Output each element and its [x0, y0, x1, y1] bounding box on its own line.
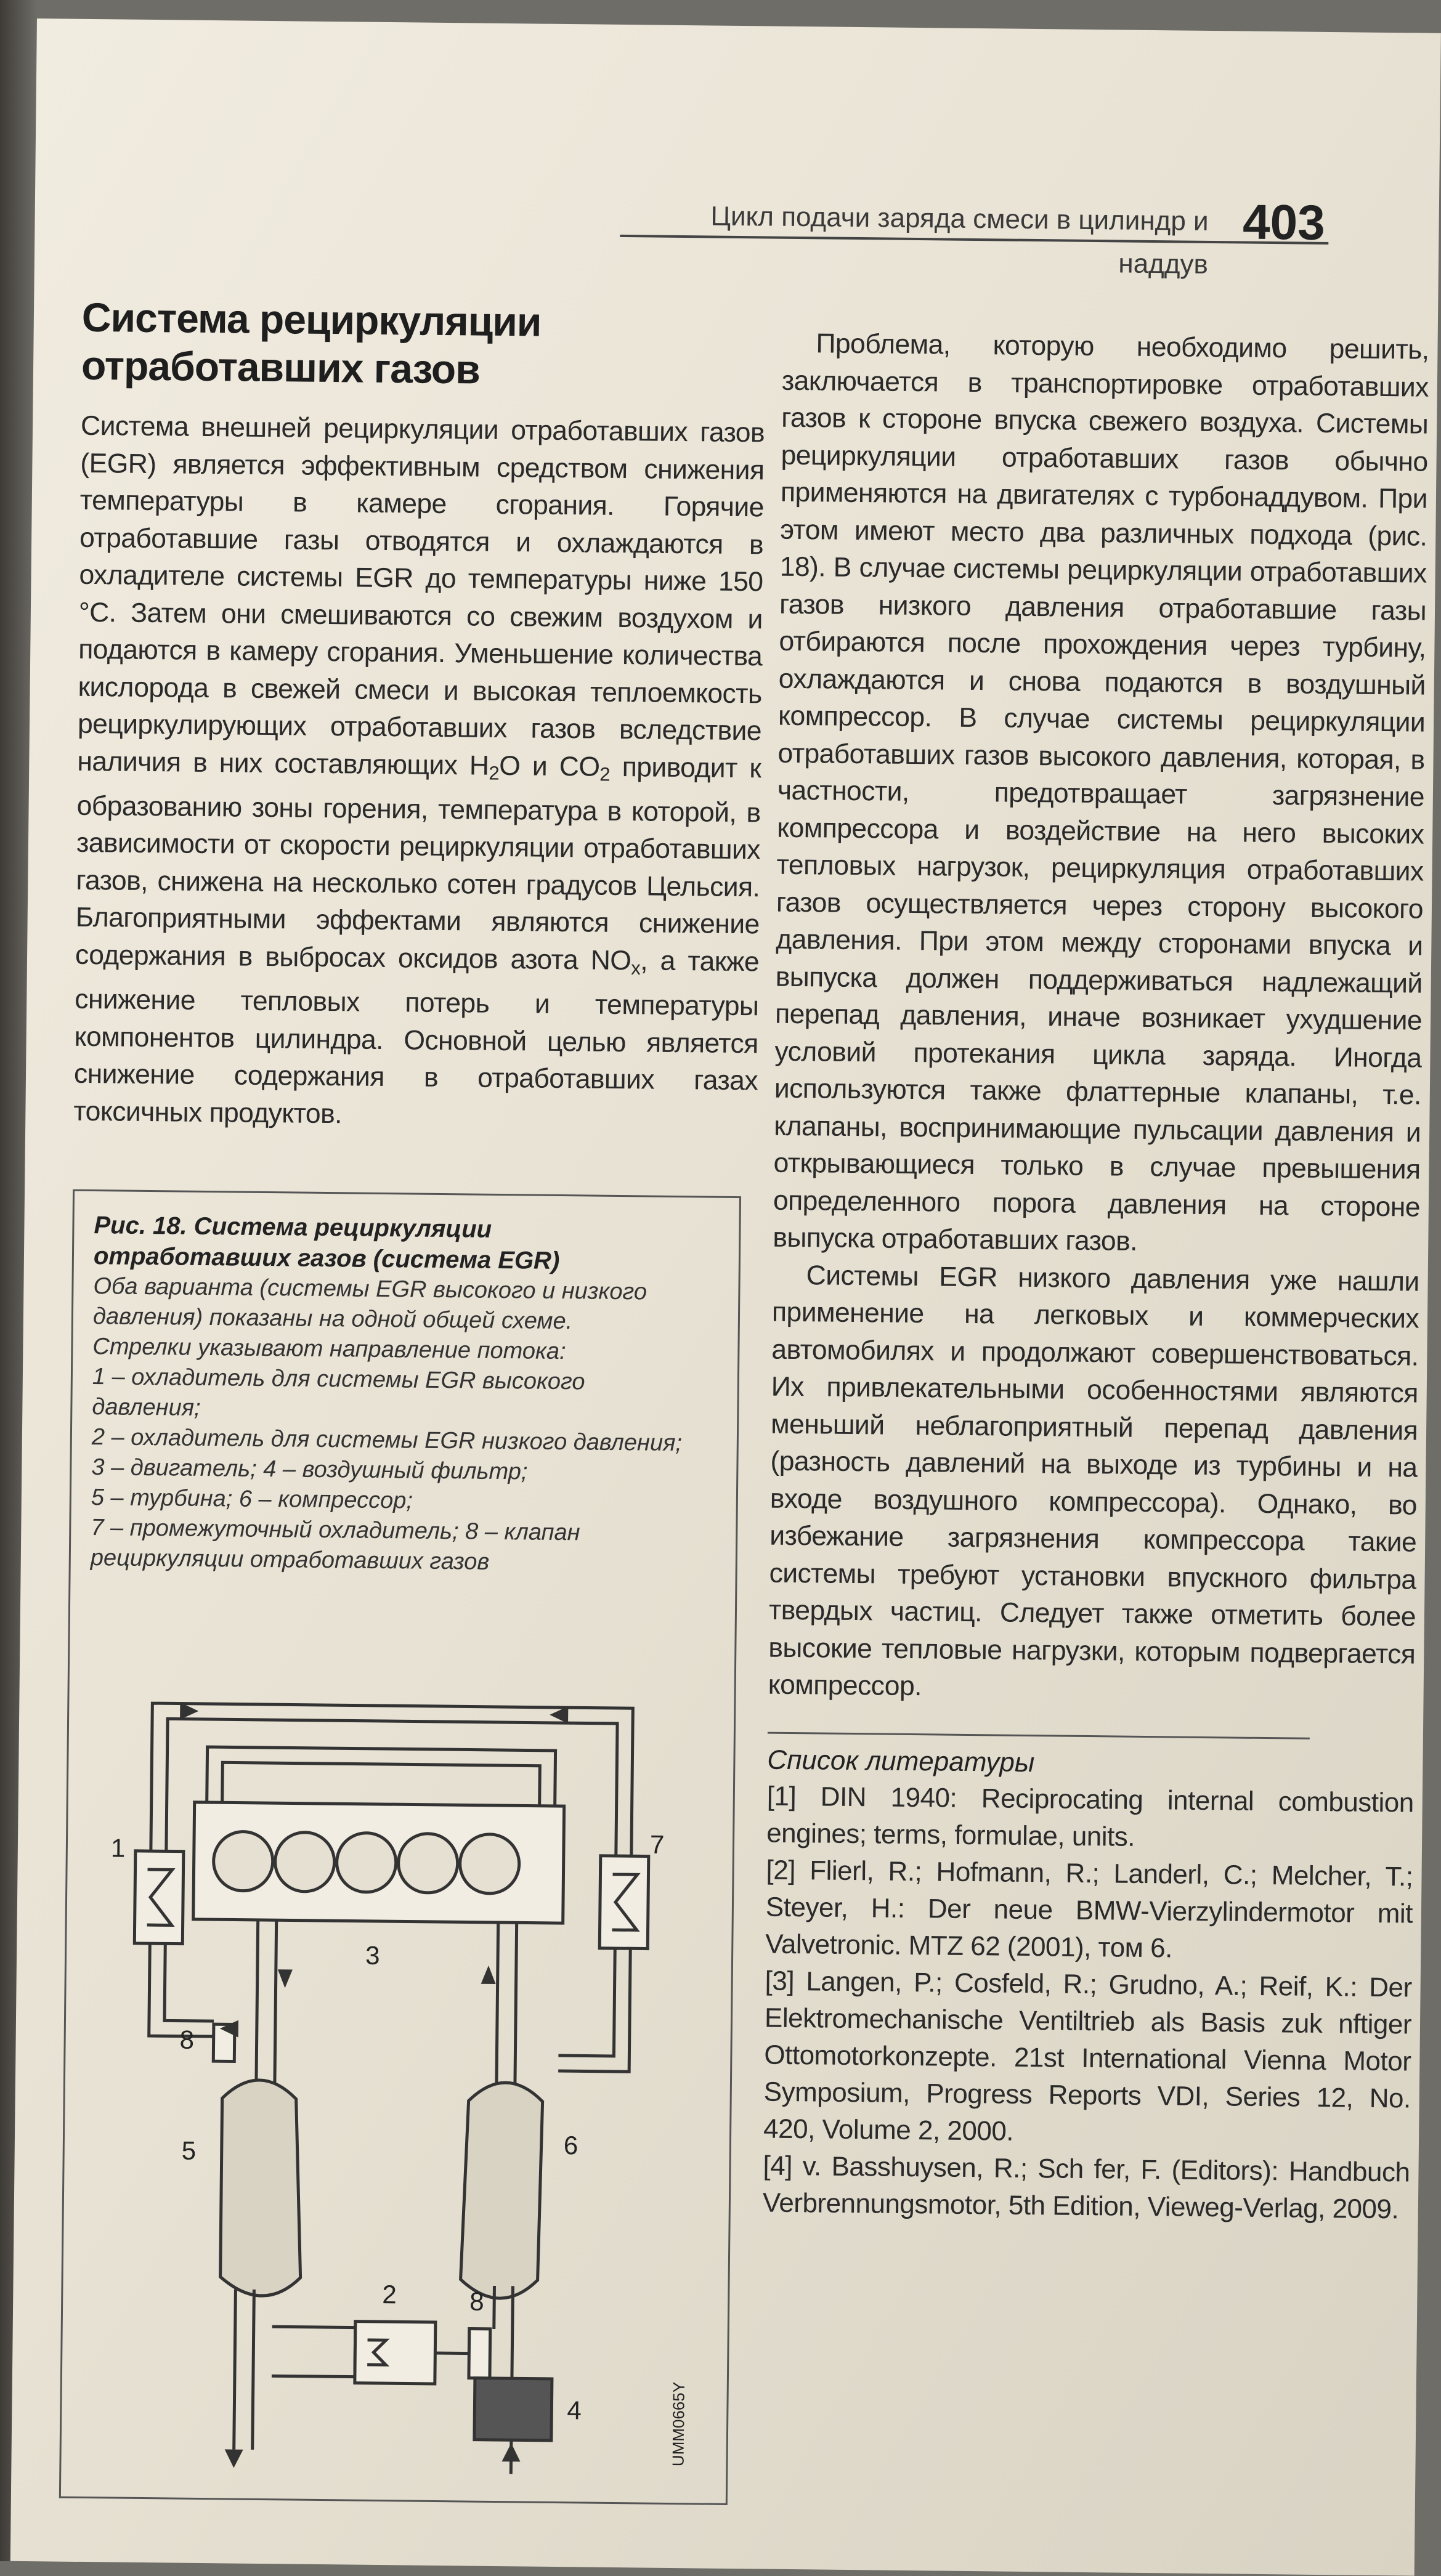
literature-title: Список литературы	[767, 1744, 1035, 1778]
figure-caption-line: 3 – двигатель; 4 – воздушный фильтр;	[91, 1454, 528, 1485]
literature-ref: [3] Langen, P.; Cosfeld, R.; Grudno, A.; Reif, K.: Der Elektromechanische Ventiltrieb als Basis zuk nftiger Ottomotorkonzepte. 21st International Vienna Motor Symposium, Progress Reports VDI, Series 12, No. 420, Volume 2, 2000.	[763, 1966, 1412, 2147]
figure-caption-line: давления;	[92, 1394, 201, 1421]
pipe-engine-exhaust	[256, 1920, 258, 2105]
literature-ref: [1] DIN 1940: Reciprocating internal combustion engines; terms, formulae, units.	[766, 1781, 1415, 1852]
air-filter-4	[474, 2378, 552, 2440]
arrow-exhaust-down	[224, 2449, 243, 2468]
turbine-5	[220, 2080, 302, 2296]
figure-title-line1: Рис. 18. Система рециркуляции	[94, 1212, 492, 1243]
figure-title-line2: отработавших газов (система EGR)	[93, 1242, 560, 1274]
label-5: 5	[181, 2136, 197, 2165]
cooler-1	[134, 1851, 184, 1944]
figure-caption-line: рециркуляции отработавших газов	[90, 1545, 490, 1575]
label-1: 1	[110, 1833, 126, 1863]
literature-ref: [4] v. Basshuysen, R.; Sch fer, F. (Editors): Handbuch Verbrennungsmotor, 5th Edition, Vieweg-Verlag, 2009.	[762, 2150, 1410, 2224]
pipe-turbine-out-inner	[253, 2290, 254, 2450]
pipe-compressor-out	[497, 1922, 498, 2107]
label-3: 3	[365, 1940, 380, 1970]
label-6: 6	[563, 2131, 578, 2160]
pipe-lp-egr	[272, 2327, 355, 2376]
literature-ref: [2] Flierl, R.; Hofmann, R.; Landerl, C.; Melcher, T.; Steyer, H.: Der neue BMW-Vierzylindermotor mit Valvetronic. MTZ 62 (2001), том 6.	[765, 1855, 1413, 1963]
section-title	[81, 293, 766, 397]
left-paragraph	[73, 408, 765, 1138]
figure-title	[94, 1210, 720, 1278]
figure-caption-line: Оба варианта (системы EGR высокого и низкого	[93, 1273, 647, 1305]
right-paragraph-1: Проблема, которую необходимо решить, заключается в транспортировке отработавших газов к стороне впуска свежего воздуха. Системы рециркуляции отработавших газов обычно применяются на двигателях с турбонаддувом. При этом имеют место два различных подхода (рис. 18). В случае системы рециркуляции отработавших газов низкого давления отработавшие газы отбираются после прохождения через турбину, охлаждаются и снова подаются в воздушный компрессор. В случае системы рециркуляции отработавших газов высокого давления, которая, в частности, предотвращает загрязнение компрессора и воздействие на него высоких тепловых нагрузок, рециркуляция отработавших газов осуществляется через сторону высокого давления. При этом между сторонами впуска и выпуска должен поддерживаться надлежащий перепад давления, иначе возникает ухудшение условий протекания цикла заряда. Иногда используются также флаттерные клапаны, т.е. клапаны, воспринимающие пульсации давления и открывающиеся только в случае превышения определенного порога давления на стороне выпуска отработавших газов.	[773, 328, 1429, 1257]
figure-caption	[91, 1271, 719, 1580]
figure-caption-line: Стрелки указывают направление потока:	[92, 1334, 566, 1365]
arrow-down-engine	[278, 1969, 293, 1988]
pipe-right-down	[558, 1948, 630, 2072]
egr-system-diagram	[86, 1672, 710, 2479]
cooler-7	[599, 1856, 649, 1949]
pipe-engine-intake-inner	[222, 1762, 540, 1805]
pipe-compressor-in	[512, 2286, 513, 2378]
cylinder-5	[460, 1834, 519, 1894]
compressor-6	[460, 2082, 543, 2298]
left-paragraph-part3: приводит к образованию зоны горения, температура в которой, в зависимости от скорости рециркуляции отработавших газов, снижена на несколько сотен градусов Цельсия. Благоприятными эффектами являются снижение содержания в выбросах оксидов азота NO	[75, 751, 761, 976]
subscript-co2: 2	[599, 763, 611, 785]
label-2: 2	[382, 2280, 397, 2309]
label-8b: 8	[469, 2286, 484, 2316]
figure-code: UMM0665Y	[668, 2381, 688, 2467]
arrow-air-in-up	[502, 2443, 521, 2461]
label-8a: 8	[179, 2025, 195, 2054]
section-title-line1: Система рециркуляции	[81, 294, 542, 345]
cylinder-4	[398, 1833, 458, 1893]
figure-18-box	[59, 1189, 741, 2505]
subscript-h2o: 2	[489, 762, 500, 784]
pipe-right-down-inner	[558, 1948, 615, 2056]
label-7: 7	[649, 1829, 665, 1859]
running-head	[620, 194, 1329, 280]
figure-caption-line: 2 – охладитель для системы EGR низкого давления;	[91, 1424, 683, 1457]
cylinder-1	[213, 1831, 273, 1891]
figure-caption-line: 1 – охладитель для системы EGR высокого	[92, 1364, 585, 1395]
page-number: 403	[1242, 194, 1326, 250]
pipe-left-down-inner	[164, 1943, 214, 2021]
left-paragraph-part2: O и CO	[498, 750, 600, 782]
subscript-nox: x	[630, 957, 641, 979]
pipe-compressor-out-inner	[515, 1922, 517, 2107]
label-4: 4	[567, 2396, 582, 2425]
pipe-turbine-out	[234, 2290, 236, 2450]
figure-caption-line: 5 – турбина; 6 – компрессор;	[91, 1484, 413, 1514]
left-paragraph-part1: Система внешней рециркуляции отработавших газов (EGR) является эффективным средством снижения температуры в камере сгорания. Горячие отработавшие газы отводятся и охлаждаются в охладителе системы EGR до температуры ниже 150 °C. Затем они смешиваются со свежим воздухом и подаются в камеру сгорания. Уменьшение количества кислорода в свежей смеси и высокая теплоемкость рециркулирующих отработавших газов вследствие наличия в них составляющих H	[77, 410, 765, 781]
running-head-text: Цикл подачи заряда смеси в цилиндр и наддув	[710, 201, 1209, 280]
literature-list	[763, 1778, 1414, 2228]
cooler-2	[355, 2322, 436, 2384]
section-title-line2: отработавших газов	[81, 342, 481, 392]
left-paragraph-part4: , а также снижение тепловых потерь и температуры компонентов цилиндра. Основной целью является снижение содержания в отработавших газах токсичных продуктов.	[73, 946, 760, 1129]
book-page	[10, 18, 1441, 2576]
cylinder-3	[336, 1833, 396, 1892]
pipe-engine-exhaust-inner	[275, 1920, 277, 2105]
pipe-compressor-in-inner	[494, 2286, 495, 2329]
figure-caption-line: давления) показаны на одной общей схеме.	[92, 1303, 573, 1335]
left-column	[73, 293, 766, 1138]
valve-8-right	[469, 2329, 490, 2378]
cylinder-2	[275, 1832, 335, 1892]
arrow-up-compressor	[481, 1966, 496, 1984]
literature-separator	[768, 1732, 1310, 1739]
pipe-engine-intake	[207, 1747, 556, 1806]
figure-caption-line: 7 – промежуточный охладитель; 8 – клапан	[91, 1515, 580, 1546]
right-paragraph-2: Системы EGR низкого давления уже нашли применение на легковых и коммерческих автомобилях и продолжают совершенствоваться. Их привлекательными особенностями являются меньший неблагоприятный перепад давления (разность давлений на выходе из турбины и на входе воздушного компрессора). Однако, во избежание загрязнения компрессора такие системы требуют установки впускного фильтра твердых частиц. Следует также отметить более высокие тепловые нагрузки, которым подвергается компрессор.	[768, 1260, 1419, 1702]
right-column	[763, 325, 1429, 2228]
